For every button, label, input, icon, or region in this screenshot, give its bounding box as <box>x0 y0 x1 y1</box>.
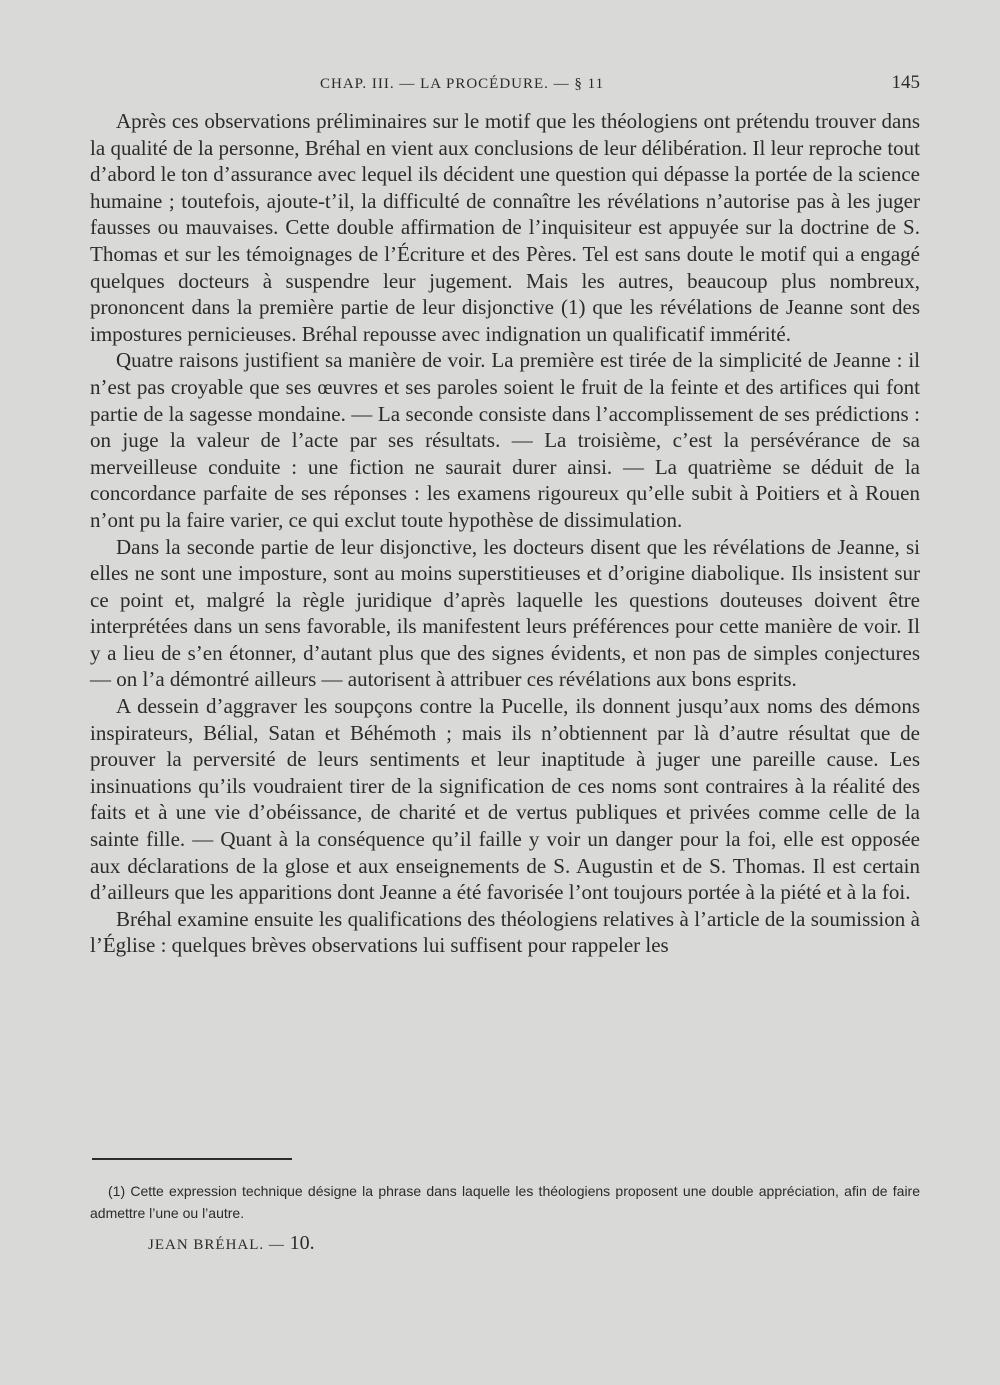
signature-name: JEAN BRÉHAL. <box>148 1237 265 1253</box>
body-text <box>90 108 920 959</box>
paragraph-4: A dessein d’aggraver les soupçons contre la Pucelle, ils donnent jusqu’aux noms des démons inspirateurs, Bélial, Satan et Béhémoth ; mais ils n’obtiennent par là d’autre résultat que de prouver la perversité de leurs sentiments et leur inaptitude à juger une pareille cause. Les insinuations qu’ils voudraient tirer de la signification de ces noms sont contraires à la réalité des faits et à une vie d’obéissance, de charité et de vertus publiques et privées comme celle de la sainte fille. — Quant à la conséquence qu’il faille y voir un danger pour la foi, elle est opposée aux déclarations de la glose et aux enseignements de S. Augustin et de S. Thomas. Il est certain d’ailleurs que les apparitions dont Jeanne a été favorisée l’ont toujours portée à la piété et à la foi. <box>90 694 920 905</box>
paragraph-1: Après ces observations préliminaires sur le motif que les théologiens ont prétendu trouver dans la qualité de la personne, Bréhal en vient aux conclusions de leur délibération. Il leur reproche tout d’abord le ton d’assurance avec lequel ils décident une question qui dépasse la portée de la science humaine ; toutefois, ajoute-t’il, la difficulté de connaître les révélations n’autorise pas à les juger fausses ou mauvaises. Cette double affirmation de l’inquisiteur est appuyée sur la doctrine de S. Thomas et sur les témoignages de l’Écriture et des Pères. Tel est sans doute le motif qui a engagé quelques docteurs à suspendre leur jugement. Mais les autres, beaucoup plus nombreux, prononcent dans la première partie de leur disjonctive (1) que les révélations de Jeanne sont des impostures pernicieuses. Bréhal repousse avec indignation un qualificatif immérité. <box>90 109 920 346</box>
sheet-number: 10. <box>289 1232 315 1254</box>
running-title: CHAP. III. — LA PROCÉDURE. — § 11 <box>320 76 605 92</box>
paragraph-3: Dans la seconde partie de leur disjonctive, les docteurs disent que les révélations de Jeanne, si elles ne sont une imposture, sont au moins superstitieuses et d’origine diabolique. Ils insistent sur ce point et, malgré la règle juridique d’après laquelle les questions douteuses doivent être interprétées dans un sens favorable, ils manifestent leurs préférences pour cette manière de voir. Il y a lieu de s’en étonner, d’autant plus que des signes évidents, et non pas de simples conjectures — on l’a démontré ailleurs — autorisent à attribuer ces révélations aux bons esprits. <box>90 534 920 692</box>
paragraph-5: Bréhal examine ensuite les qualifications des théologiens relatives à l’article de la soumission à l’Église : quelques brèves observations lui suffisent pour rappeler les <box>90 906 920 958</box>
running-header <box>320 72 920 94</box>
signature-dash: — <box>268 1237 285 1253</box>
page-number: 145 <box>891 72 920 93</box>
paragraph-2: Quatre raisons justifient sa manière de voir. La première est tirée de la simplicité de Jeanne : il n’est pas croyable que ses œuvres et ses paroles soient le fruit de la feinte et des artifices qui font partie de la sagesse mondaine. — La seconde consiste dans l’accomplissement de ses prédictions : on juge la valeur de l’acte par ses résultats. — La troisième, c’est la persévérance de sa merveilleuse conduite : une fiction ne saurait durer ainsi. — La quatrième se déduit de la concordance parfaite de ses réponses : les examens rigoureux qu’elle subit à Poitiers et à Rouen n’ont pu la faire varier, ce qui exclut toute hypothèse de dissimulation. <box>90 348 920 532</box>
footnote-divider <box>92 1158 292 1160</box>
footnote: (1) Cette expression technique désigne la phrase dans laquelle les théologiens proposent une double appréciation, afin de faire admettre l’une ou l’autre. <box>90 1183 920 1221</box>
signature-mark <box>148 1232 315 1255</box>
